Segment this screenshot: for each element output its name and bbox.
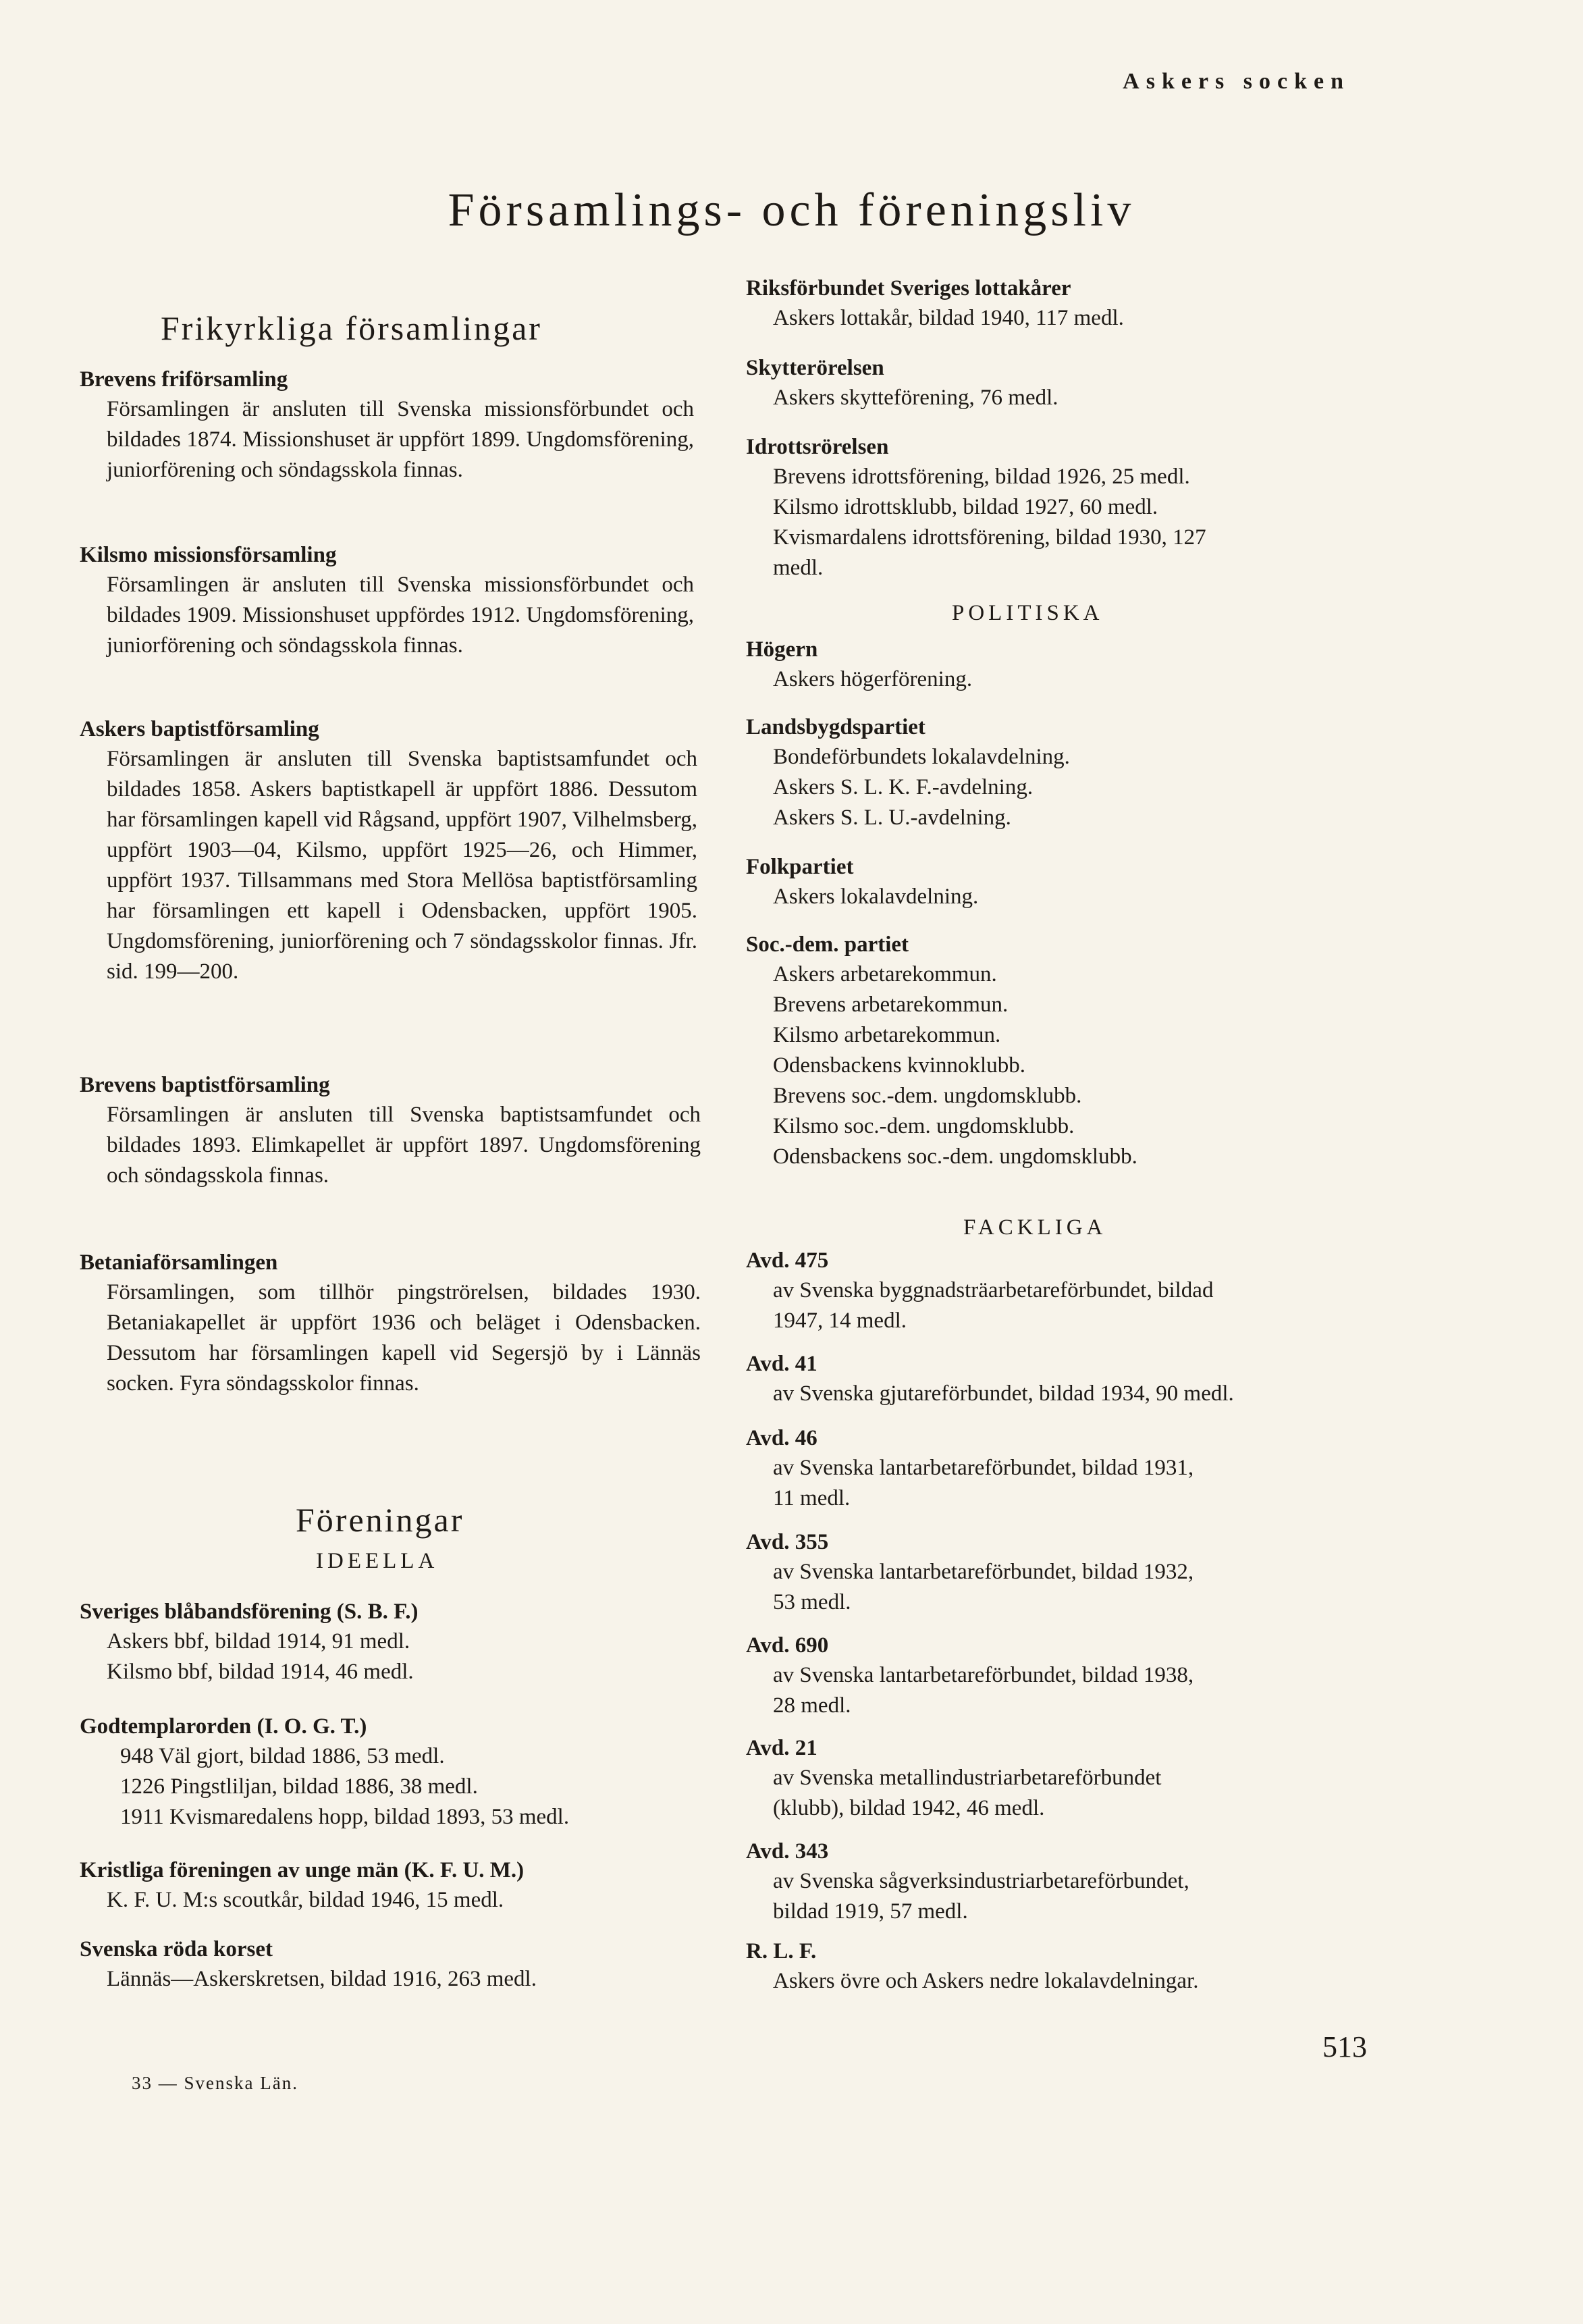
entry-sbf — [80, 1597, 701, 1687]
entry-head: Godtemplarorden (I. O. G. T.) — [80, 1714, 367, 1739]
entry-iogt — [80, 1712, 701, 1832]
entry-line: Brevens soc.-dem. ungdomsklubb. — [773, 1084, 1082, 1108]
entry-brevens-baptistforsamling — [80, 1070, 701, 1191]
entry-line: Brevens arbetarekommun. — [773, 993, 1009, 1017]
entry-avd-475 — [746, 1246, 1367, 1336]
entry-head: Kristliga föreningen av unge män (K. F. U. M.) — [80, 1858, 525, 1882]
entry-line: Brevens idrottsförening, bildad 1926, 25 medl. — [773, 465, 1190, 489]
entry-line: av Svenska lantarbetareförbundet, bildad 1931, — [773, 1456, 1194, 1480]
entry-head: Kilsmo missionsförsamling — [80, 543, 337, 567]
entry-line: 53 medl. — [773, 1590, 851, 1614]
section-title-frikyrkliga: Frikyrkliga församlingar — [161, 309, 542, 347]
entry-text: Församlingen är ansluten till Svenska baptistsamfundet och bildades 1858. Askers baptistkapell är uppfört 1886. Dessutom har församlingen kapell vid Rågsand, uppfört 1907, Vilhelmsberg, uppfört 1903—04, Kilsmo, uppfört 1925—26, och Himmer, uppfört 1937. Tillsammans med Stora Mellösa baptistförsamling har församlingen ett kapell i Odensbacken, uppfört 1905. Ungdomsförening, juniorförening och 7 söndagsskolor finnas. Jfr. sid. 199—200. — [107, 747, 697, 984]
sub-head-ideella: IDEELLA — [316, 1549, 439, 1573]
entry-kilsmo-missionsforsamling — [80, 540, 694, 661]
entry-lines — [120, 1741, 701, 1832]
entry-head: Idrottsrörelsen — [746, 435, 889, 459]
entry-lines — [773, 1966, 1367, 1997]
entry-head: Avd. 21 — [746, 1736, 817, 1760]
entry-avd-46 — [746, 1423, 1367, 1514]
entry-roda-korset — [80, 1934, 701, 1995]
entry-rlf — [746, 1936, 1367, 1997]
entry-lines — [773, 383, 1367, 413]
entry-lines — [107, 1885, 701, 1916]
entry-line: Kilsmo arbetarekommun. — [773, 1023, 1001, 1047]
entry-avd-21 — [746, 1733, 1367, 1824]
entry-lines — [773, 303, 1367, 334]
entry-avd-41 — [746, 1349, 1367, 1409]
entry-head: Avd. 41 — [746, 1352, 817, 1376]
entry-line: Askers lokalavdelning. — [773, 884, 979, 909]
entry-idrottsrorelsen — [746, 432, 1367, 583]
entry-avd-343 — [746, 1837, 1367, 1927]
entry-head: Avd. 690 — [746, 1633, 829, 1658]
entry-brevens-friforsamling — [80, 365, 694, 485]
entry-line: K. F. U. M:s scoutkår, bildad 1946, 15 medl. — [107, 1888, 504, 1912]
entry-head: Sveriges blåbandsförening (S. B. F.) — [80, 1600, 419, 1624]
entry-line: Askers S. L. K. F.-avdelning. — [773, 775, 1034, 799]
entry-line: Odensbackens kvinnoklubb. — [773, 1053, 1025, 1078]
entry-avd-355 — [746, 1527, 1367, 1618]
entry-head: Avd. 343 — [746, 1839, 829, 1864]
sub-head-fackliga: FACKLIGA — [963, 1215, 1107, 1240]
entry-line: 1947, 14 medl. — [773, 1309, 907, 1333]
entry-line: Askers skytteförening, 76 medl. — [773, 386, 1058, 410]
entry-line: Askers bbf, bildad 1914, 91 medl. — [107, 1629, 410, 1654]
entry-line: 11 medl. — [773, 1486, 851, 1510]
entry-head: Askers baptistförsamling — [80, 717, 319, 741]
entry-text: Församlingen är ansluten till Svenska missionsförbundet och bildades 1909. Missionshuset uppfördes 1912. Ungdomsförening, juniorförening och söndagsskola finnas. — [107, 573, 694, 658]
entry-askers-baptistforsamling — [80, 714, 697, 987]
entry-lines — [107, 1964, 701, 1995]
entry-line: av Svenska lantarbetareförbundet, bildad 1938, — [773, 1663, 1194, 1687]
entry-kfum — [80, 1855, 701, 1916]
entry-line: Kilsmo idrottsklubb, bildad 1927, 60 medl. — [773, 495, 1158, 519]
entry-skytterorelsen — [746, 353, 1367, 413]
section-title-foreningar: Föreningar — [296, 1500, 464, 1539]
page-number: 513 — [1322, 2030, 1367, 2063]
entry-landsbygdspartiet — [746, 712, 1367, 833]
entry-line: Bondeförbundets lokalavdelning. — [773, 745, 1070, 769]
entry-line: 1911 Kvismaredalens hopp, bildad 1893, 53 medl. — [120, 1805, 570, 1829]
entry-head: Högern — [746, 637, 818, 662]
entry-lines — [773, 664, 1367, 695]
entry-line: 948 Väl gjort, bildad 1886, 53 medl. — [120, 1744, 445, 1768]
entry-head: Folkpartiet — [746, 855, 854, 879]
entry-line: Askers arbetarekommun. — [773, 962, 997, 986]
entry-line: Askers övre och Askers nedre lokalavdelningar. — [773, 1969, 1199, 1993]
entry-lines — [773, 742, 1367, 833]
entry-head: Skytterörelsen — [746, 356, 884, 380]
entry-head: Brevens friförsamling — [80, 367, 288, 392]
entry-head: Svenska röda korset — [80, 1937, 273, 1961]
entry-line: bildad 1919, 57 medl. — [773, 1899, 968, 1924]
entry-head: Avd. 475 — [746, 1248, 829, 1273]
entry-line: Askers högerförening. — [773, 667, 973, 691]
entry-line: 28 medl. — [773, 1693, 851, 1718]
entry-betaniaforsamlingen — [80, 1248, 701, 1399]
entry-line: Kilsmo soc.-dem. ungdomsklubb. — [773, 1114, 1075, 1138]
entry-lines — [107, 1627, 701, 1687]
entry-line: Askers lottakår, bildad 1940, 117 medl. — [773, 306, 1124, 330]
entry-line: 1226 Pingstliljan, bildad 1886, 38 medl. — [120, 1774, 478, 1799]
entry-text: Församlingen är ansluten till Svenska missionsförbundet och bildades 1874. Missionshuset är uppfört 1899. Ungdomsförening, juniorförening och söndagsskola finnas. — [107, 397, 694, 482]
entry-line: av Svenska metallindustriarbetareförbundet — [773, 1766, 1162, 1790]
running-head: Askers socken — [1123, 69, 1350, 94]
entry-line: (klubb), bildad 1942, 46 medl. — [773, 1796, 1045, 1820]
entry-head: Avd. 46 — [746, 1426, 817, 1450]
entry-head: Landsbygdspartiet — [746, 715, 925, 739]
entry-line: av Svenska lantarbetareförbundet, bildad 1932, — [773, 1560, 1194, 1584]
entry-head: Riksförbundet Sveriges lottakårer — [746, 276, 1071, 300]
entry-line: Odensbackens soc.-dem. ungdomsklubb. — [773, 1144, 1137, 1169]
entry-line: av Svenska gjutareförbundet, bildad 1934, 90 medl. — [773, 1381, 1234, 1406]
entry-lines — [773, 1763, 1367, 1824]
entry-lines — [773, 1557, 1367, 1618]
footer: 33 — Svenska Län. — [132, 2073, 298, 2093]
entry-text: Församlingen är ansluten till Svenska baptistsamfundet och bildades 1893. Elimkapellet är uppfört 1897. Ungdomsförening och söndagsskola finnas. — [107, 1103, 701, 1188]
entry-head: Betaniaförsamlingen — [80, 1250, 278, 1275]
entry-line: Askers S. L. U.-avdelning. — [773, 806, 1011, 830]
entry-lines — [773, 1379, 1367, 1409]
entry-lines — [773, 1453, 1367, 1514]
entry-lines — [773, 959, 1367, 1172]
entry-soc-dem — [746, 930, 1367, 1172]
page-title: Församlings- och föreningsliv — [448, 184, 1135, 236]
entry-head: Brevens baptistförsamling — [80, 1073, 330, 1097]
entry-lines — [773, 1866, 1367, 1927]
entry-line: Kvismardalens idrottsförening, bildad 1930, 127 — [773, 525, 1206, 550]
entry-head: R. L. F. — [746, 1939, 817, 1963]
entry-folkpartiet — [746, 852, 1367, 912]
entry-line: Kilsmo bbf, bildad 1914, 46 medl. — [107, 1660, 414, 1684]
entry-lottakarer — [746, 273, 1367, 334]
entry-lines — [773, 1275, 1367, 1336]
entry-lines — [773, 462, 1367, 583]
entry-hogern — [746, 635, 1367, 695]
entry-lines — [773, 882, 1367, 912]
entry-line: av Svenska byggnadsträarbetareförbundet, bildad — [773, 1278, 1214, 1302]
sub-head-politiska: POLITISKA — [952, 601, 1104, 625]
entry-head: Soc.-dem. partiet — [746, 932, 909, 957]
entry-line: av Svenska sågverksindustriarbetareförbundet, — [773, 1869, 1189, 1893]
entry-line: medl. — [773, 556, 824, 580]
entry-head: Avd. 355 — [746, 1530, 829, 1554]
entry-text: Församlingen, som tillhör pingströrelsen, bildades 1930. Betaniakapellet är uppfört 1936 och beläget i Odensbacken. Dessutom har församlingen kapell vid Segersjö by i Lännäs socken. Fyra söndagsskolor finnas. — [107, 1280, 701, 1396]
entry-lines — [773, 1660, 1367, 1721]
entry-avd-690 — [746, 1631, 1367, 1721]
entry-line: Lännäs—Askerskretsen, bildad 1916, 263 medl. — [107, 1967, 537, 1991]
